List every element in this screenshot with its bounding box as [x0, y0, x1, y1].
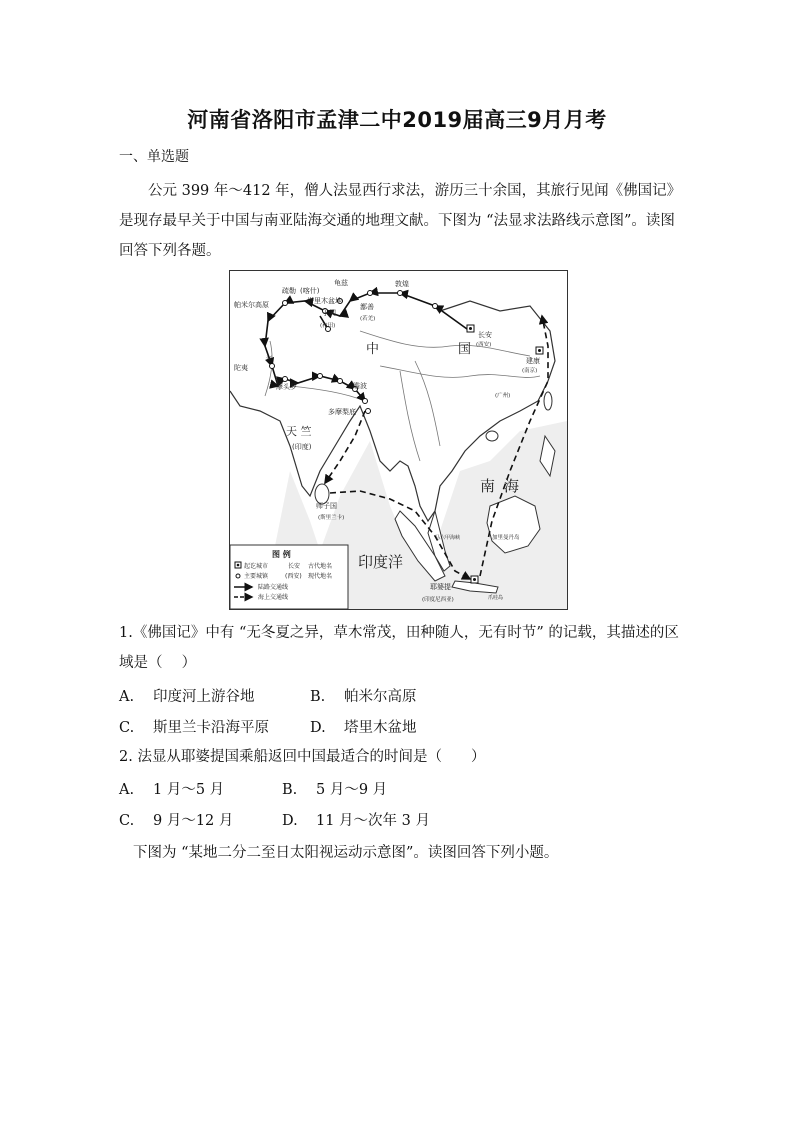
label-india: (印度) [292, 443, 312, 451]
label-pamir: 帕米尔高原 [234, 301, 269, 309]
q1-option-b[interactable] [310, 685, 417, 706]
label-champa: 瞻波 [353, 382, 367, 390]
q2-option-c-letter: C. [119, 813, 135, 829]
label-indian-ocean: 印度洋 [358, 553, 404, 571]
legend-sea: 海上交通线 [258, 594, 289, 601]
route-map [229, 270, 568, 610]
next-instruction: 下图为 “某地二分二至日太阳视运动示意图”。读图回答下列小题。 [133, 845, 559, 861]
section-heading: 一、单选题 [119, 149, 189, 165]
label-malacca: 马六甲海峡 [435, 535, 461, 541]
map-legend [230, 545, 348, 609]
q2-option-b-text: 5 月～9 月 [316, 782, 388, 798]
label-hetian: (和田) [320, 323, 336, 329]
label-qiuci: 龟兹 [334, 279, 348, 287]
label-srilanka: (斯里兰卡) [318, 515, 345, 521]
label-java: 爪哇岛 [488, 595, 504, 601]
q2-option-c[interactable] [119, 809, 233, 830]
legend-ancient-desc: 古代地名 [308, 563, 333, 570]
q2-option-a[interactable] [119, 778, 224, 799]
question-2-stem: 2. 法显从耶婆提国乘船返回中国最适合的时间是（ ） [119, 749, 486, 765]
q2-option-b-letter: B. [282, 782, 298, 798]
label-shizi: 师子国 [316, 502, 337, 510]
label-dunhuang: 敦煌 [395, 280, 409, 288]
label-guangzhou: (广州) [495, 393, 511, 399]
q2-option-a-text: 1 月～5 月 [153, 782, 225, 798]
q1-option-d-letter: D. [310, 720, 326, 736]
page-title: 河南省洛阳市孟津二中2019届高三9月月考 [187, 108, 607, 132]
label-south-sea-1: 南 [480, 477, 496, 495]
label-changan: 长安 [478, 331, 492, 339]
label-mathura: 摩头罗 [276, 383, 297, 391]
label-shule: 疏勒 [282, 287, 296, 295]
label-yutian: 于阗 [322, 309, 336, 317]
label-kalimantan: 加里曼丹岛 [492, 535, 520, 541]
q1-option-a-letter: A. [119, 689, 135, 705]
label-kashgar: (喀什) [300, 287, 320, 295]
q1-option-d-text: 塔里木盆地 [344, 720, 417, 736]
label-xian: (西安) [476, 342, 492, 348]
legend-title: 图 例 [272, 550, 291, 559]
label-he: 河 [266, 356, 273, 363]
legend-land: 陆路交通线 [258, 584, 289, 591]
label-talimu: 塔里木盆地 [307, 297, 342, 305]
label-ruoqiang: (若羌) [360, 316, 376, 322]
label-shanshan: 鄯善 [360, 303, 374, 311]
label-tuoyi: 陀夷 [234, 364, 248, 372]
legend-town: 主要城镇 [244, 573, 269, 580]
q1-option-b-letter: B. [310, 689, 326, 705]
label-zhong: 中 [366, 342, 380, 357]
label-tamralipti: 多摩梨底 [328, 408, 356, 416]
legend-ancient: 长安 [288, 563, 301, 570]
q2-option-a-letter: A. [119, 782, 135, 798]
q2-option-d-letter: D. [282, 813, 298, 829]
q2-option-d-text: 11 月～次年 3 月 [316, 813, 431, 829]
label-jiankang: 建康 [526, 357, 540, 365]
q1-option-b-text: 帕米尔高原 [344, 689, 417, 705]
q2-option-d[interactable] [282, 809, 430, 830]
label-nanjing: (南京) [522, 368, 538, 374]
q2-option-b[interactable] [282, 778, 387, 799]
q1-option-c-letter: C. [119, 720, 135, 736]
legend-start: 起讫城市 [244, 563, 269, 570]
label-tianzhu: 天 竺 [286, 425, 312, 438]
q2-option-c-text: 9 月～12 月 [153, 813, 234, 829]
intro-paragraph: 公元 399 年～412 年，僧人法显西行求法，游历三十余国，其旅行见闻《佛国记》是现存最早关于中国与南亚陆海交通的地理文献。下图为 “法显求法路线示意图”。读图回答下列各题。 [119, 183, 675, 259]
question-1-stem: 1.《佛国记》中有 “无冬夏之异，草木常茂，田种随人，无有时节” 的记载，其描述的区域是（ ） [119, 625, 679, 671]
legend-modern: (西安) [285, 573, 302, 580]
q1-option-d[interactable] [310, 716, 417, 737]
q1-option-c[interactable] [119, 716, 269, 737]
label-yepoti: 耶婆提 [430, 583, 451, 591]
label-south-sea-2: 海 [504, 477, 520, 495]
label-indonesia: (印度尼西亚) [422, 597, 454, 603]
q1-option-c-text: 斯里兰卡沿海平原 [153, 720, 269, 736]
q1-option-a[interactable] [119, 685, 255, 706]
label-guo: 国 [458, 342, 472, 357]
q1-option-a-text: 印度河上游谷地 [153, 689, 255, 705]
legend-modern-desc: 现代地名 [308, 573, 333, 580]
